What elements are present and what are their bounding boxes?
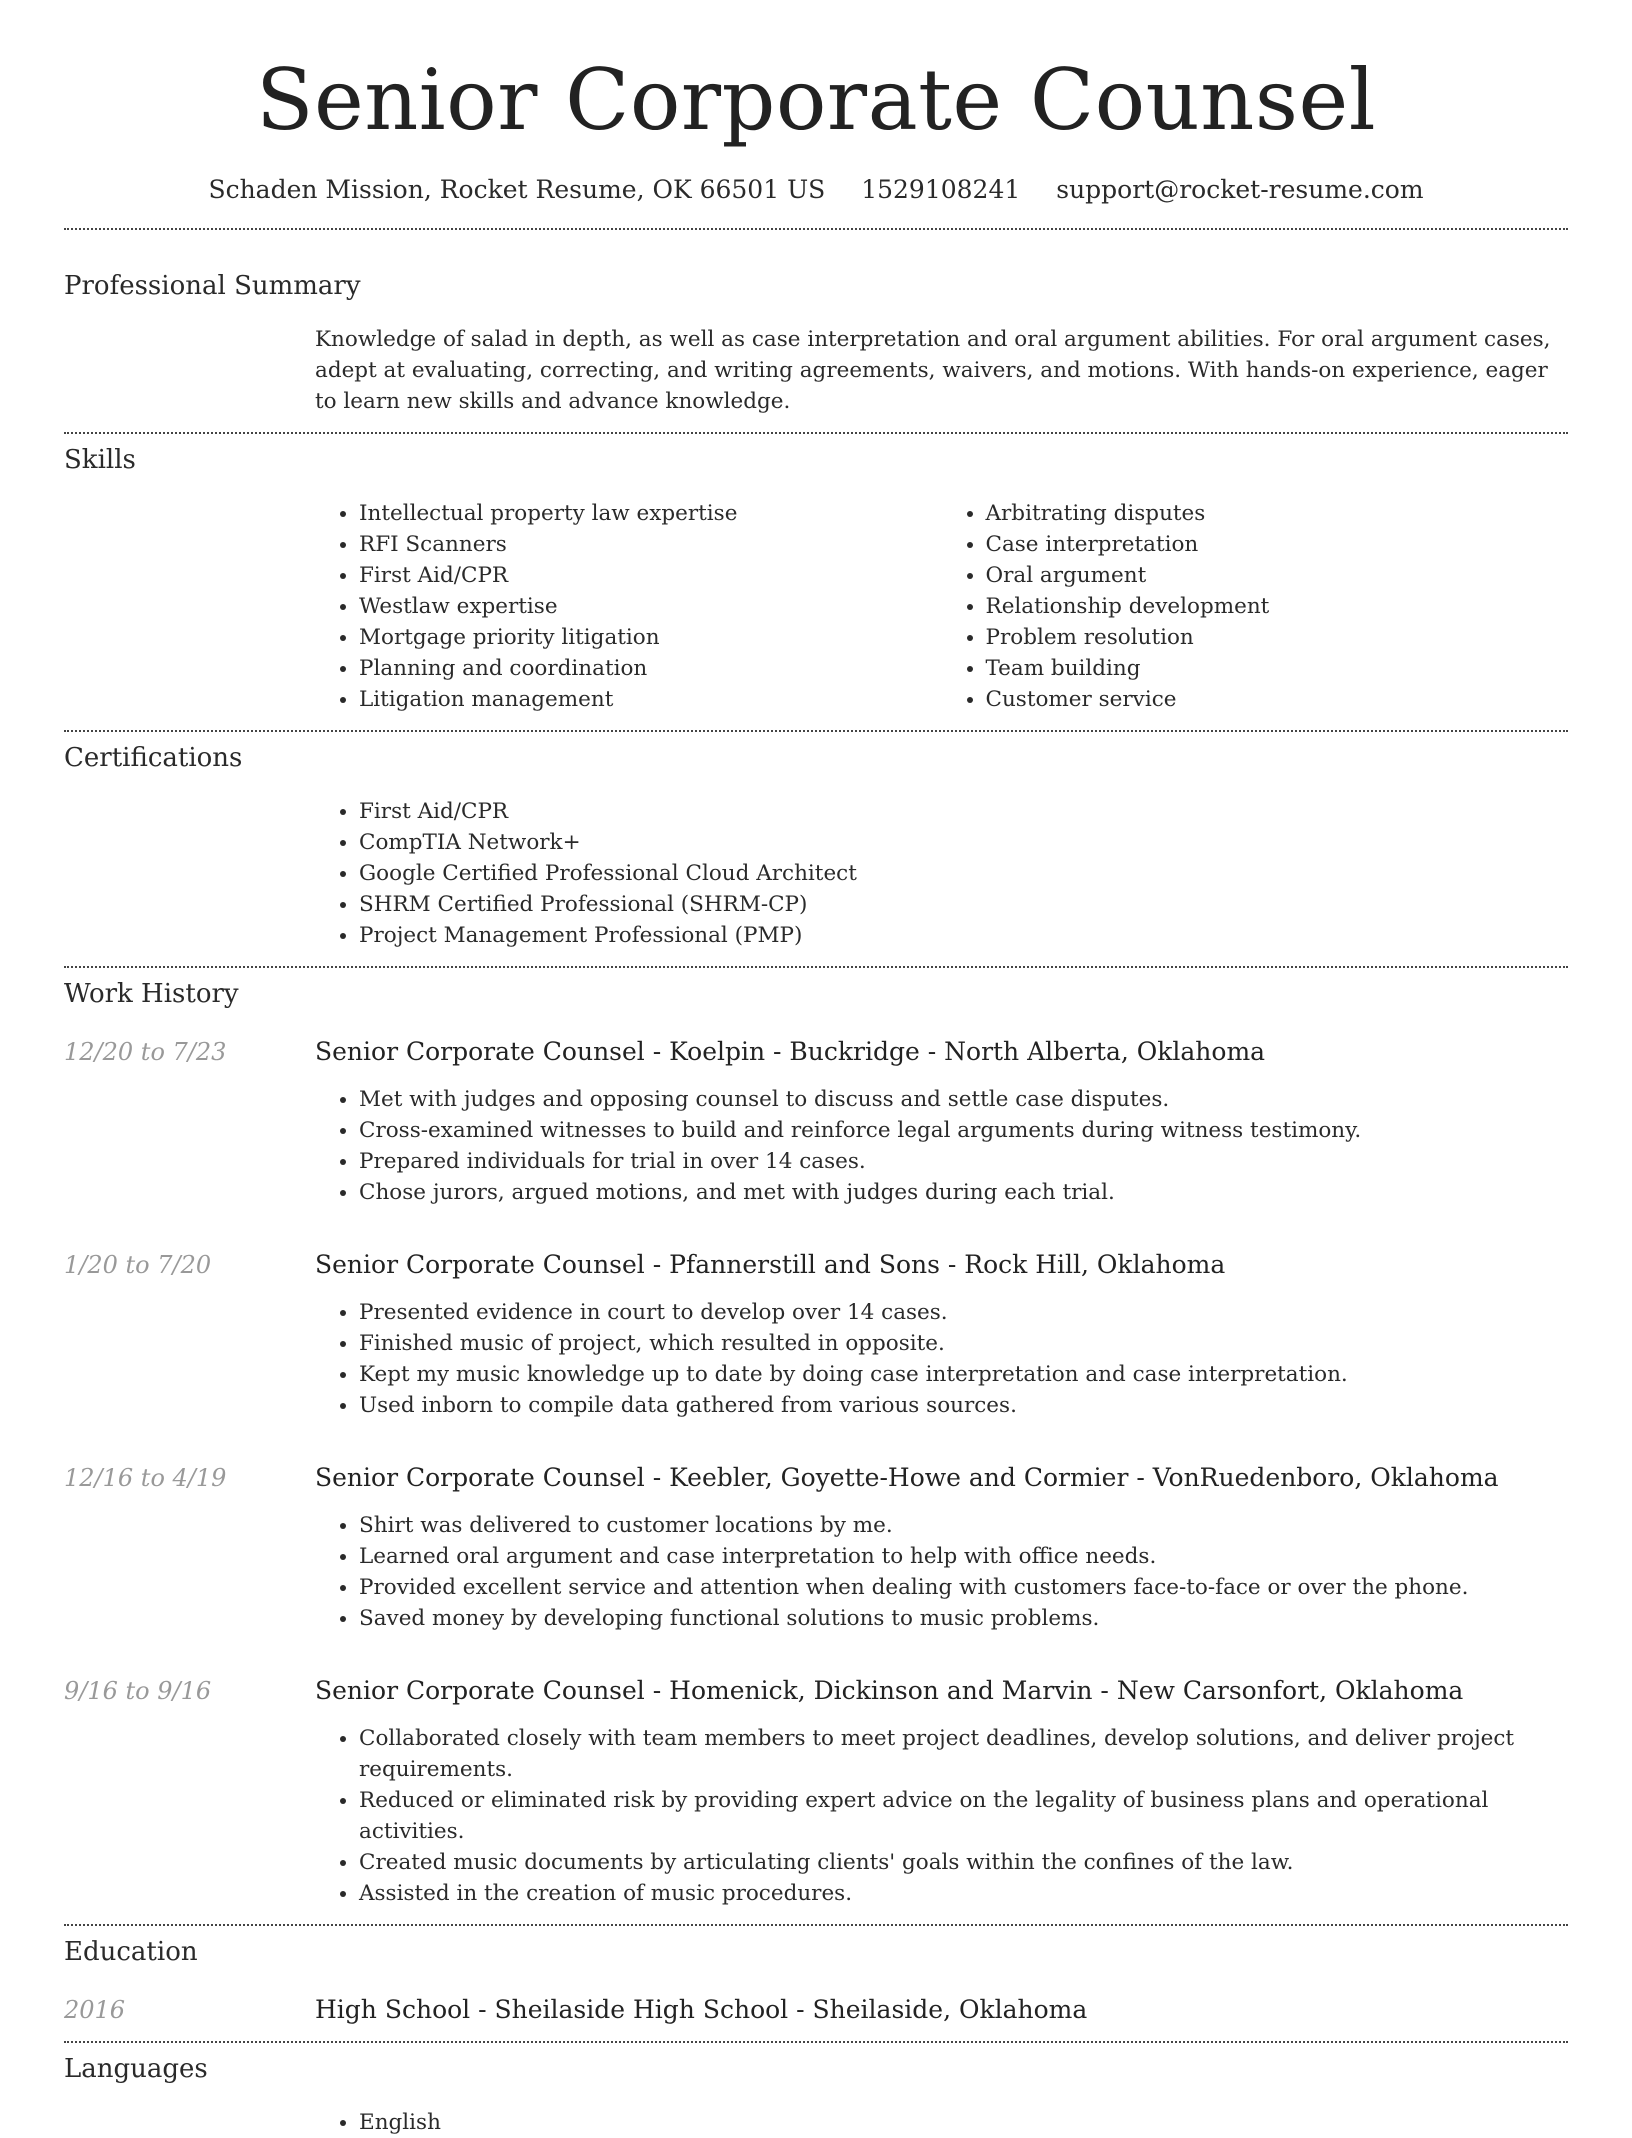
resume-page (64, 0, 1568, 2138)
skill-item: • Problem resolution (986, 622, 1569, 653)
job-title: Senior Corporate Counsel - Koelpin - Buckridge - North Alberta, Oklahoma (315, 1037, 1266, 1066)
job-bullets (315, 1723, 1568, 1909)
skill-item: • Arbitrating disputes (986, 498, 1569, 529)
skill-item: • Team building (986, 653, 1569, 684)
certification-item: • First Aid/CPR (359, 796, 1568, 827)
contact-email: support@rocket-resume.com (1056, 175, 1424, 204)
job-bullet: • Learned oral argument and case interpretation to help with office needs. (359, 1541, 1568, 1572)
certification-item: • CompTIA Network+ (359, 827, 1568, 858)
skills-list-left (315, 498, 942, 715)
languages-section (64, 2053, 1568, 2138)
skills-list-right (942, 498, 1569, 715)
skill-item: • Case interpretation (986, 529, 1569, 560)
certifications-list (315, 796, 1568, 951)
job-bullet: • Reduced or eliminated risk by providing expert advice on the legality of business plans and operational activities. (359, 1785, 1568, 1847)
section-title-languages: Languages (64, 2054, 208, 2084)
job-entry (64, 1036, 1568, 1208)
divider (64, 1924, 1568, 1926)
education-dates: 2016 (64, 1996, 126, 2024)
job-dates: 9/16 to 9/16 (64, 1677, 212, 1705)
skills-section (64, 444, 1568, 715)
divider (64, 432, 1568, 434)
job-dates: 12/20 to 7/23 (64, 1038, 227, 1066)
contact-line (64, 174, 1568, 206)
job-bullet: • Shirt was delivered to customer locations by me. (359, 1510, 1568, 1541)
job-bullet: • Saved money by developing functional solutions to music problems. (359, 1603, 1568, 1634)
skill-item: • Oral argument (986, 560, 1569, 591)
skill-item: • Intellectual property law expertise (359, 498, 942, 529)
divider (64, 730, 1568, 732)
language-item: • English (359, 2107, 1568, 2138)
job-dates: 12/16 to 4/19 (64, 1464, 227, 1492)
section-title-skills: Skills (64, 445, 136, 475)
job-bullet: • Presented evidence in court to develop over 14 cases. (359, 1297, 1568, 1328)
skill-item: • Litigation management (359, 684, 942, 715)
job-bullet: • Provided excellent service and attention when dealing with customers face-to-face or over the phone. (359, 1572, 1568, 1603)
section-title-work-history: Work History (64, 979, 239, 1009)
job-bullet: • Kept my music knowledge up to date by doing case interpretation and case interpretation. (359, 1359, 1568, 1390)
job-bullet: • Used inborn to compile data gathered from various sources. (359, 1390, 1568, 1421)
job-entry (64, 1675, 1568, 1909)
job-title: Senior Corporate Counsel - Homenick, Dickinson and Marvin - New Carsonfort, Oklahoma (315, 1676, 1464, 1705)
skill-item: • First Aid/CPR (359, 560, 942, 591)
job-bullet: • Chose jurors, argued motions, and met with judges during each trial. (359, 1177, 1568, 1208)
education-title: High School - Sheilaside High School - Sheilaside, Oklahoma (315, 1995, 1088, 2024)
divider (64, 966, 1568, 968)
contact-phone: 1529108241 (861, 175, 1021, 204)
certifications-section (64, 742, 1568, 951)
certification-item: • SHRM Certified Professional (SHRM-CP) (359, 889, 1568, 920)
education-entry (64, 1994, 1568, 2026)
job-bullets (315, 1297, 1568, 1421)
divider (64, 228, 1568, 230)
skill-item: • Planning and coordination (359, 653, 942, 684)
job-bullets (315, 1510, 1568, 1634)
job-bullet: • Finished music of project, which resulted in opposite. (359, 1328, 1568, 1359)
job-bullet: • Met with judges and opposing counsel to discuss and settle case disputes. (359, 1084, 1568, 1115)
section-title-education: Education (64, 1937, 198, 1967)
section-title-certifications: Certifications (64, 743, 243, 773)
skill-item: • RFI Scanners (359, 529, 942, 560)
job-title: Senior Corporate Counsel - Keebler, Goyette-Howe and Cormier - VonRuedenboro, Oklahoma (315, 1463, 1499, 1492)
contact-address: Schaden Mission, Rocket Resume, OK 66501 US (208, 175, 826, 204)
summary-section (64, 270, 1568, 417)
job-bullet: • Prepared individuals for trial in over 14 cases. (359, 1146, 1568, 1177)
skill-item: • Westlaw expertise (359, 591, 942, 622)
skill-item: • Customer service (986, 684, 1569, 715)
certification-item: • Project Management Professional (PMP) (359, 920, 1568, 951)
job-entry (64, 1462, 1568, 1634)
page-title: Senior Corporate Counsel (255, 51, 1377, 149)
work-history-section (64, 978, 1568, 1909)
job-bullet: • Assisted in the creation of music procedures. (359, 1878, 1568, 1909)
job-title: Senior Corporate Counsel - Pfannerstill and Sons - Rock Hill, Oklahoma (315, 1250, 1226, 1279)
divider (64, 2041, 1568, 2043)
skill-item: • Relationship development (986, 591, 1569, 622)
job-dates: 1/20 to 7/20 (64, 1251, 212, 1279)
job-bullets (315, 1084, 1568, 1208)
job-entry (64, 1249, 1568, 1421)
job-bullet: • Cross-examined witnesses to build and reinforce legal arguments during witness testimony. (359, 1115, 1568, 1146)
summary-text: Knowledge of salad in depth, as well as case interpretation and oral argument abilities. For oral argument cases, adept at evaluating, correcting, and writing agreements, waivers, and motions. With hands-on experience, eager to learn new skills and advance knowledge. (315, 327, 1551, 414)
skill-item: • Mortgage priority litigation (359, 622, 942, 653)
job-bullet: • Collaborated closely with team members to meet project deadlines, develop solutions, and deliver project requirements. (359, 1723, 1568, 1785)
education-section (64, 1936, 1568, 2026)
section-title-summary: Professional Summary (64, 271, 361, 301)
job-bullet: • Created music documents by articulating clients' goals within the confines of the law. (359, 1847, 1568, 1878)
certification-item: • Google Certified Professional Cloud Architect (359, 858, 1568, 889)
